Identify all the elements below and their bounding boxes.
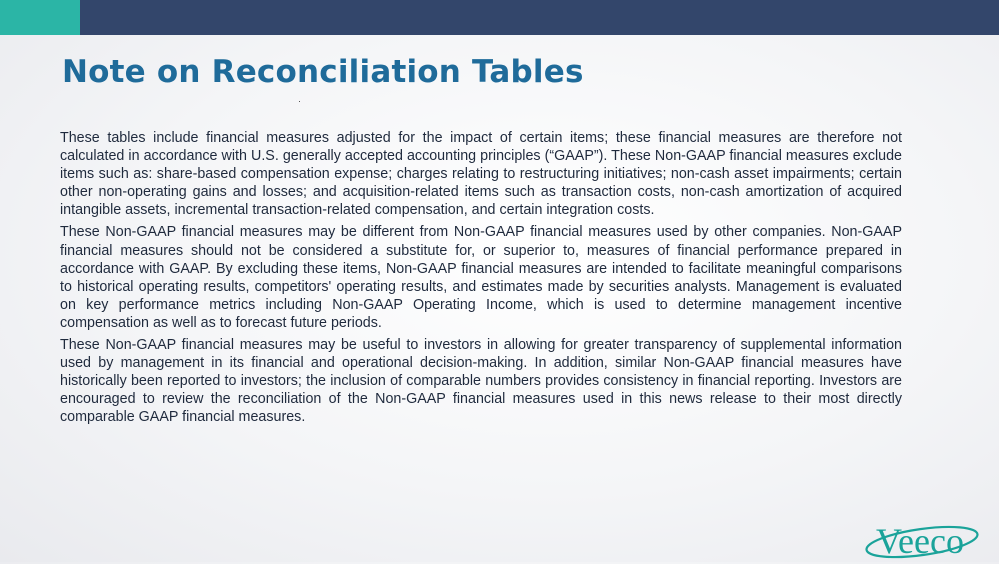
stray-dot	[299, 101, 300, 102]
paragraph-1: These tables include financial measures adjusted for the impact of certain items; these financial measures are therefore not calculated in accordance with U.S. generally accepted accounting principles (“GAAP”). These Non-GAAP financial measures exclude items such as: share-based compensation expense; charges relating to restructuring initiatives; non-cash asset impairments; certain other non-operating gains and losses; and acquisition-related items such as transaction costs, non-cash amortization of acquired intangible assets, incremental transaction-related compensation, and certain integration costs.	[60, 130, 902, 219]
header-accent-block	[0, 0, 80, 35]
body-text	[60, 129, 902, 431]
paragraph-2: These Non-GAAP financial measures may be different from Non-GAAP financial measures used by other companies. Non-GAAP financial measures should not be considered a substitute for, or superior to, measures of financial performance prepared in accordance with GAAP. By excluding these items, Non-GAAP financial measures are intended to facilitate meaningful comparisons to historical operating results, competitors' operating results, and estimates made by securities analysts. Management is evaluated on key performance metrics including Non-GAAP Operating Income, which is used to determine management incentive compensation as well as to forecast future periods.	[60, 224, 902, 331]
slide-title: Note on Reconciliation Tables	[62, 54, 584, 90]
header-bar	[0, 0, 999, 35]
logo-wordmark: Veeco	[876, 521, 964, 561]
paragraph-3: These Non-GAAP financial measures may be useful to investors in allowing for greater transparency of supplemental information used by management in its financial and operational decision-making. In addition, similar Non-GAAP financial measures have historically been reported to investors; the inclusion of comparable numbers provides consistency in financial reporting. Investors are encouraged to review the reconciliation of the Non-GAAP financial measures used in this news release to their most directly comparable GAAP financial measures.	[60, 337, 902, 426]
veeco-logo-icon	[864, 514, 984, 564]
